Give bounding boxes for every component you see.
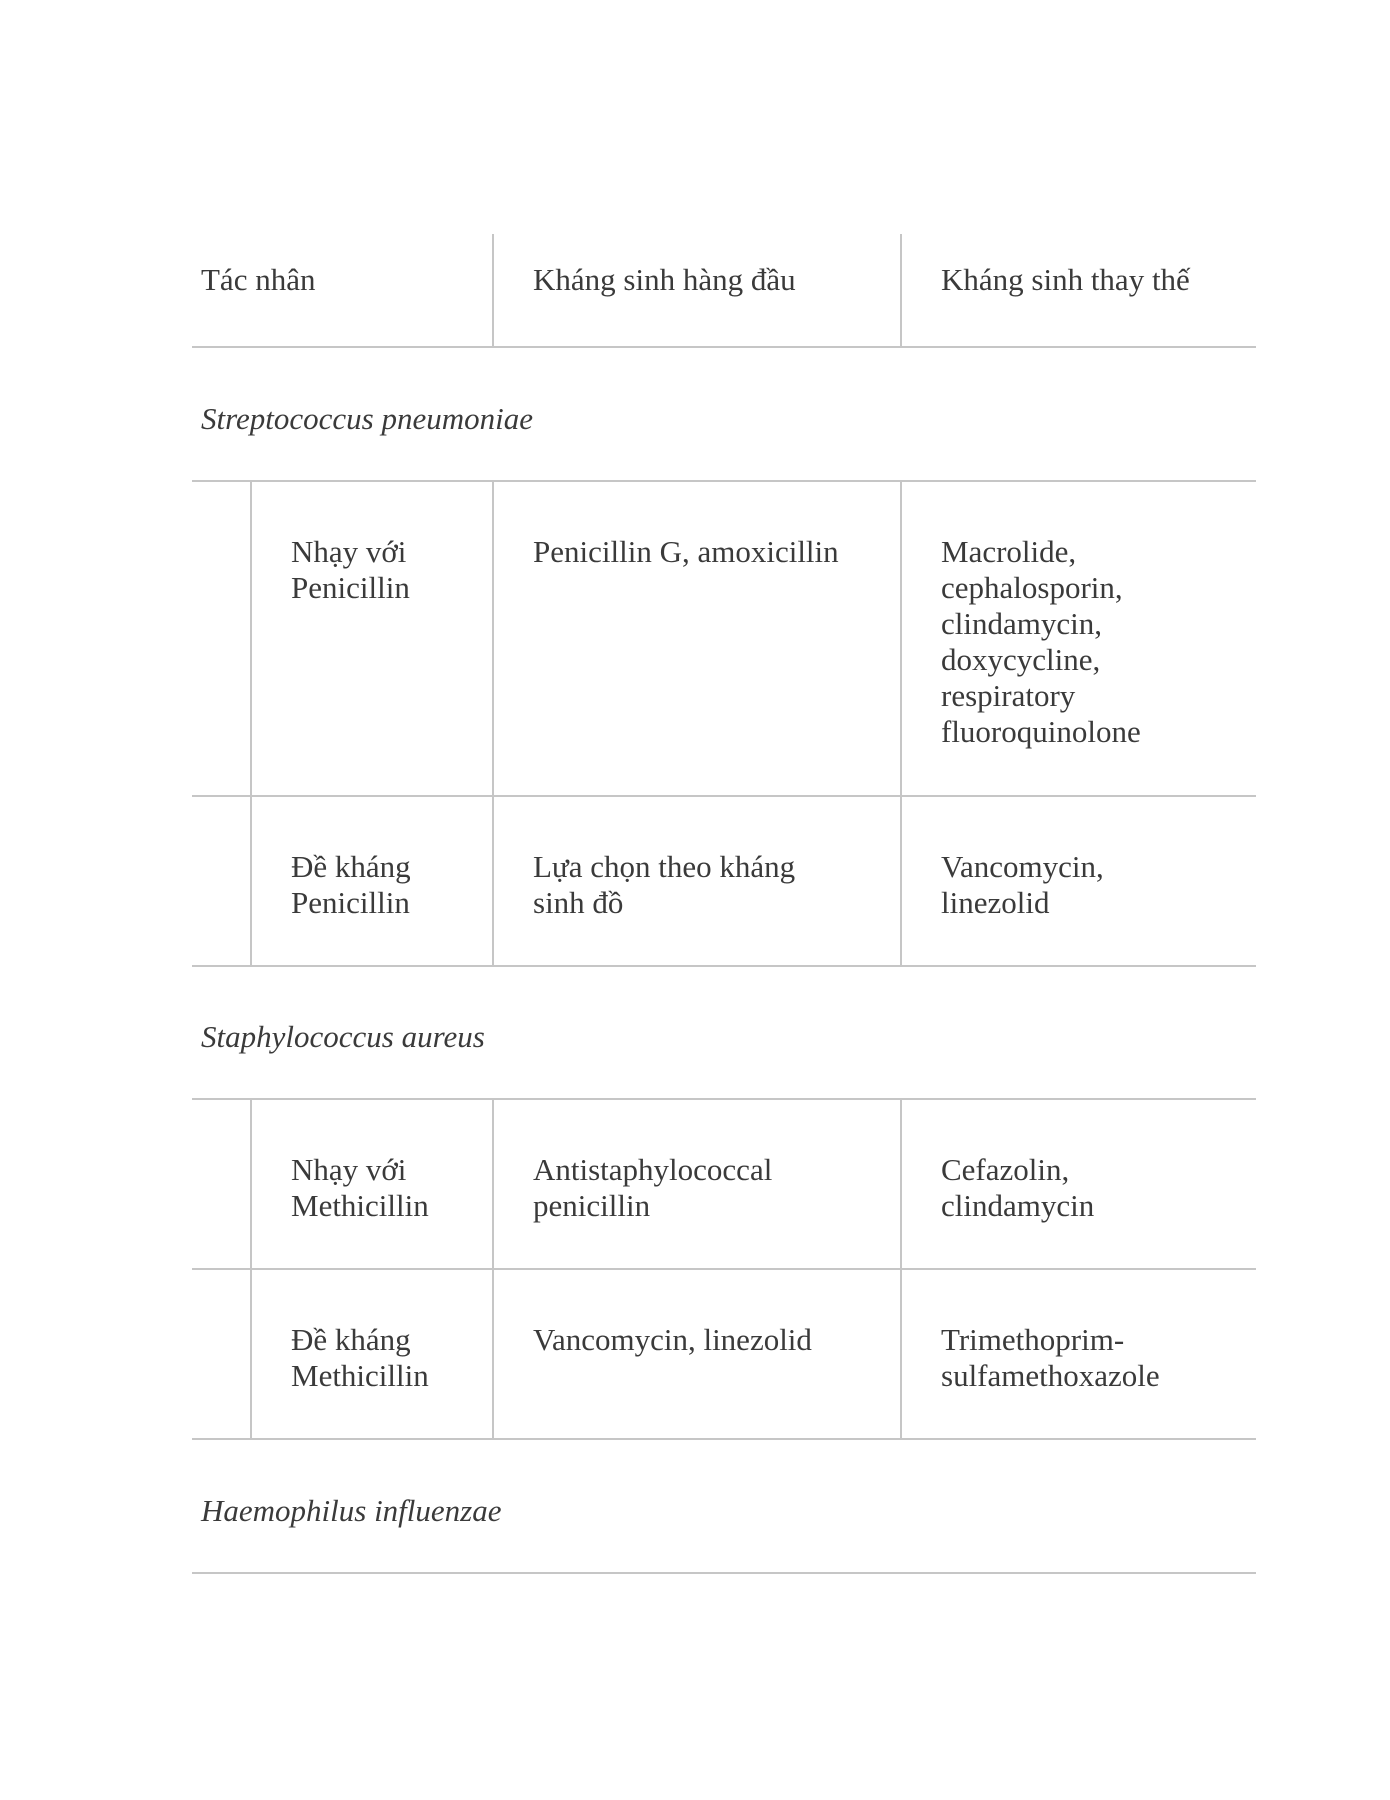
alternative-drug: Macrolide, [941, 534, 1077, 569]
condition-line: Nhạy với [291, 1152, 407, 1187]
organism-title: Streptococcus pneumoniae [201, 401, 534, 436]
alternative-drug: sulfamethoxazole [941, 1358, 1160, 1393]
alternative-drug: Vancomycin, [941, 849, 1104, 884]
col-divider-1-group-1 [492, 480, 494, 965]
organism-title: Staphylococcus aureus [201, 1019, 485, 1054]
row-4-rule [192, 1438, 1256, 1440]
condition-line: Methicillin [291, 1358, 429, 1393]
header-divider-1 [492, 234, 494, 346]
condition-line: Methicillin [291, 1188, 429, 1223]
alternative-drug: fluoroquinolone [941, 714, 1141, 749]
header-alternative: Kháng sinh thay thế [941, 262, 1190, 297]
col-divider-1-group-2 [492, 1098, 494, 1438]
indent-divider-group-2 [250, 1098, 252, 1438]
alternative-drug: clindamycin, [941, 606, 1102, 641]
col-divider-2-group-2 [900, 1098, 902, 1438]
group-2-rule [192, 1098, 1256, 1100]
first-line-drug: Lựa chọn theo kháng [533, 849, 796, 884]
alternative-drug: cephalosporin, [941, 570, 1123, 605]
alternative-drug: clindamycin [941, 1188, 1095, 1223]
alternative-drug: respiratory [941, 678, 1076, 713]
condition-line: Đề kháng [291, 849, 411, 884]
first-line-drug: Penicillin G, amoxicillin [533, 534, 839, 569]
organism-title: Haemophilus influenzae [201, 1493, 502, 1528]
condition-line: Penicillin [291, 570, 410, 605]
alternative-drug: Cefazolin, [941, 1152, 1070, 1187]
condition-line: Đề kháng [291, 1322, 411, 1357]
first-line-drug: sinh đồ [533, 885, 624, 920]
alternative-drug: linezolid [941, 885, 1050, 920]
group-3-rule [192, 1572, 1256, 1574]
header-bottom-rule [192, 346, 1256, 348]
row-3-rule [192, 1268, 1256, 1270]
alternative-drug: doxycycline, [941, 642, 1101, 677]
header-divider-2 [900, 234, 902, 346]
group-1-rule [192, 480, 1256, 482]
col-divider-2-group-1 [900, 480, 902, 965]
row-2-rule [192, 965, 1256, 967]
header-first-line: Kháng sinh hàng đầu [533, 262, 796, 297]
row-1-rule [192, 795, 1256, 797]
header-agent: Tác nhân [201, 262, 316, 297]
condition-line: Penicillin [291, 885, 410, 920]
condition-line: Nhạy với [291, 534, 407, 569]
first-line-drug: penicillin [533, 1188, 651, 1223]
first-line-drug: Vancomycin, linezolid [533, 1322, 812, 1357]
indent-divider-group-1 [250, 480, 252, 965]
alternative-drug: Trimethoprim- [941, 1322, 1125, 1357]
first-line-drug: Antistaphylococcal [533, 1152, 773, 1187]
